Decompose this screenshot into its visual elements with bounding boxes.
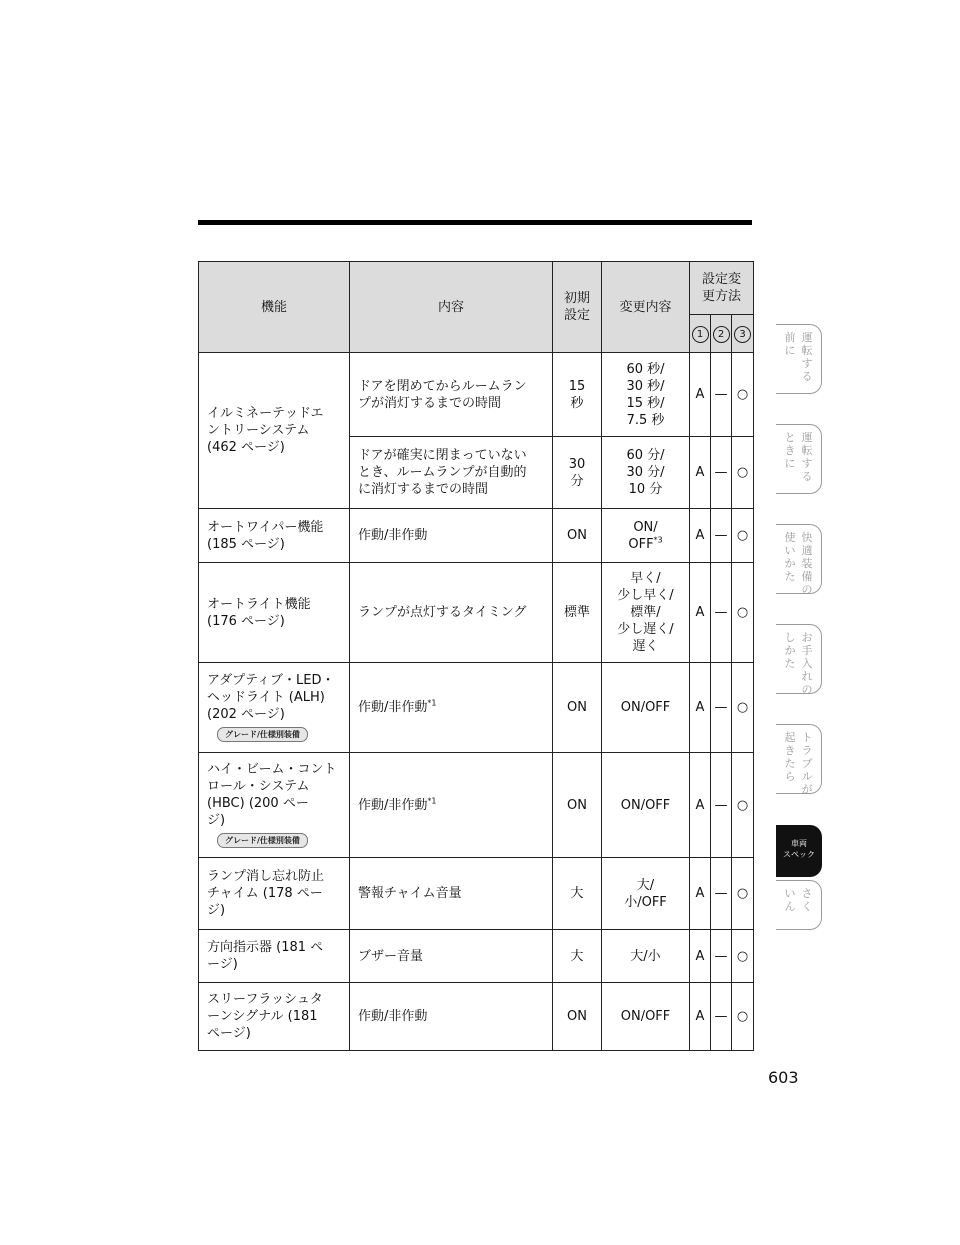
func-cell: オートワイパー機能 (185 ページ) <box>199 509 350 563</box>
table-row <box>199 983 754 1051</box>
change-cell: 60 秒/ 30 秒/ 15 秒/ 7.5 秒 <box>602 353 690 437</box>
initial-cell: 大 <box>553 858 602 930</box>
initial-cell: 標準 <box>553 563 602 663</box>
table-row <box>199 353 754 437</box>
method-1-cell: A <box>690 563 711 663</box>
method-2-cell: — <box>711 663 732 753</box>
func-cell: オートライト機能 (176 ページ) <box>199 563 350 663</box>
initial-cell: 15 秒 <box>553 353 602 437</box>
tab-text: ときに <box>784 431 796 470</box>
content-cell <box>350 753 553 858</box>
table-row <box>199 753 754 858</box>
footnote-mark: *1 <box>427 698 437 708</box>
func-text: アダプティブ・LED・ ヘッドライト (ALH) (202 ページ) <box>207 672 335 722</box>
change-cell: 60 分/ 30 分/ 10 分 <box>602 437 690 509</box>
change-cell: 早く/ 少し早く/ 標準/ 少し遅く/ 遅く <box>602 563 690 663</box>
method-1-label: 1 <box>690 315 711 353</box>
change-cell <box>602 509 690 563</box>
tab-text: 起きたら <box>784 731 796 783</box>
header-method: 設定変 更方法 <box>690 262 754 315</box>
tab-text: しかた <box>784 631 796 670</box>
func-cell: スリーフラッシュタ ーンシグナル (181 ページ) <box>199 983 350 1051</box>
tab-comfort-features[interactable] <box>776 524 822 594</box>
settings-table <box>198 261 754 1051</box>
change-cell: ON/OFF <box>602 983 690 1051</box>
method-1-cell: A <box>690 437 711 509</box>
method-1-cell: A <box>690 663 711 753</box>
tab-text: 前に <box>784 331 796 357</box>
top-rule <box>198 220 752 225</box>
change-cell: 大/小 <box>602 930 690 983</box>
method-3-cell: ○ <box>732 858 754 930</box>
method-3-cell: ○ <box>732 563 754 663</box>
content-cell: 警報チャイム音量 <box>350 858 553 930</box>
page-number: 603 <box>768 1068 799 1087</box>
tab-text: 運転する <box>801 431 813 483</box>
func-cell: イルミネーテッドエ ントリーシステム (462 ページ) <box>199 353 350 509</box>
method-3-cell: ○ <box>732 353 754 437</box>
content-cell <box>350 663 553 753</box>
initial-cell: 30 分 <box>553 437 602 509</box>
content-cell: ブザー音量 <box>350 930 553 983</box>
method-3-cell: ○ <box>732 509 754 563</box>
method-3-cell: ○ <box>732 930 754 983</box>
tab-while-driving[interactable] <box>776 424 822 494</box>
header-content: 内容 <box>350 262 553 353</box>
content-cell: ドアが確実に閉まっていない とき、ルームランプが自動的 に消灯するまでの時間 <box>350 437 553 509</box>
tab-index[interactable] <box>776 880 822 930</box>
change-text: ON/ OFF <box>628 519 658 552</box>
table-row <box>199 663 754 753</box>
tab-text: トラブルが <box>801 731 813 796</box>
tab-text: さく <box>801 887 813 913</box>
table-row <box>199 858 754 930</box>
tab-text: 車両 スペック <box>783 839 815 859</box>
initial-cell: 大 <box>553 930 602 983</box>
tab-text: いん <box>784 887 796 913</box>
tab-troubleshooting[interactable] <box>776 724 822 794</box>
change-cell: ON/OFF <box>602 753 690 858</box>
method-3-cell: ○ <box>732 983 754 1051</box>
func-text: ハイ・ビーム・コント ロール・システム (HBC) (200 ペー ジ) <box>207 761 337 828</box>
func-cell <box>199 753 350 858</box>
tab-text: お手入れの <box>801 631 813 696</box>
method-3-label: 3 <box>732 315 754 353</box>
footnote-mark: *1 <box>427 796 437 806</box>
grade-badge: グレード/仕様別装備 <box>217 833 308 848</box>
table-row <box>199 509 754 563</box>
table-row <box>199 930 754 983</box>
tab-text: 運転する <box>801 331 813 383</box>
method-1-cell: A <box>690 858 711 930</box>
method-2-cell: — <box>711 509 732 563</box>
method-2-cell: — <box>711 930 732 983</box>
header-func: 機能 <box>199 262 350 353</box>
initial-cell: ON <box>553 509 602 563</box>
method-2-cell: — <box>711 437 732 509</box>
tab-before-driving[interactable] <box>776 324 822 394</box>
method-1-cell: A <box>690 509 711 563</box>
method-2-label: 2 <box>711 315 732 353</box>
method-1-cell: A <box>690 930 711 983</box>
method-1-cell: A <box>690 353 711 437</box>
initial-cell: ON <box>553 753 602 858</box>
method-2-cell: — <box>711 858 732 930</box>
footnote-mark: *3 <box>653 535 663 545</box>
func-cell: 方向指示器 (181 ペ ージ) <box>199 930 350 983</box>
tab-text: 使いかた <box>784 531 796 583</box>
tab-maintenance[interactable] <box>776 624 822 694</box>
func-cell <box>199 663 350 753</box>
tab-vehicle-specs[interactable] <box>776 825 822 877</box>
change-cell: ON/OFF <box>602 663 690 753</box>
func-cell: ランプ消し忘れ防止 チャイム (178 ペー ジ) <box>199 858 350 930</box>
table-row <box>199 563 754 663</box>
content-cell: 作動/非作動 <box>350 509 553 563</box>
initial-cell: ON <box>553 663 602 753</box>
header-change: 変更内容 <box>602 262 690 353</box>
content-cell: ドアを閉めてからルームラン プが消灯するまでの時間 <box>350 353 553 437</box>
method-2-cell: — <box>711 753 732 858</box>
method-1-cell: A <box>690 753 711 858</box>
method-2-cell: — <box>711 353 732 437</box>
initial-cell: ON <box>553 983 602 1051</box>
grade-badge: グレード/仕様別装備 <box>217 727 308 742</box>
method-2-cell: — <box>711 563 732 663</box>
content-text: 作動/非作動 <box>358 797 428 813</box>
content-cell: 作動/非作動 <box>350 983 553 1051</box>
method-1-cell: A <box>690 983 711 1051</box>
header-initial: 初期 設定 <box>553 262 602 353</box>
content-text: 作動/非作動 <box>358 700 428 715</box>
method-3-cell: ○ <box>732 663 754 753</box>
method-3-cell: ○ <box>732 753 754 858</box>
content-cell: ランプが点灯するタイミング <box>350 563 553 663</box>
change-cell: 大/ 小/OFF <box>602 858 690 930</box>
method-2-cell: — <box>711 983 732 1051</box>
tab-text: 快適装備の <box>801 531 813 596</box>
method-3-cell: ○ <box>732 437 754 509</box>
